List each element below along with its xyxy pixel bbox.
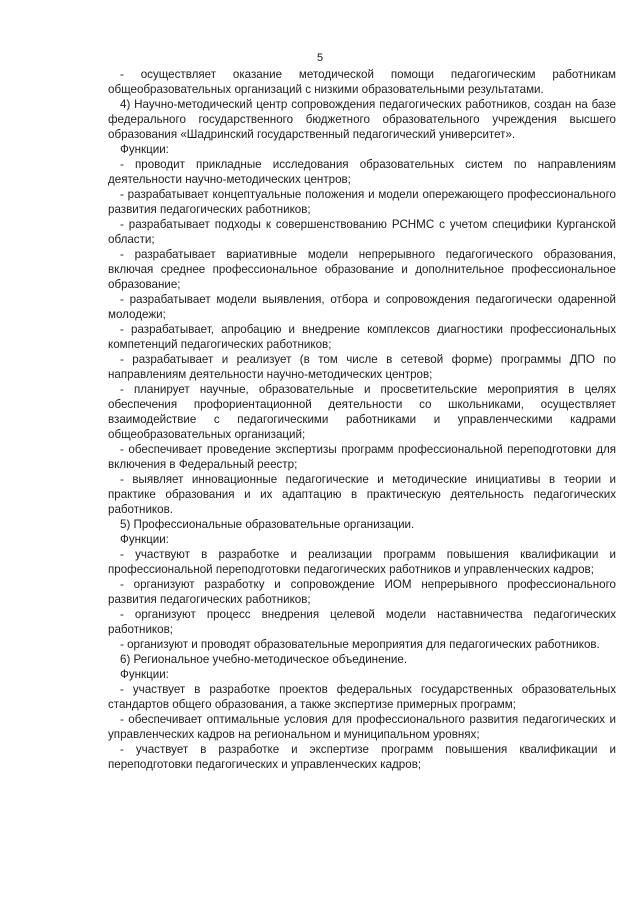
list-item: - организуют и проводят образовательные мероприятия для педагогических работников. — [120, 638, 600, 651]
list-item: - разрабатывает модели выявления, отбора и сопровождения педагогически одаренной молодежи; — [108, 293, 616, 321]
list-item: - обеспечивает проведение экспертизы программ профессиональной переподготовки для включения в Федеральный реестр; — [108, 443, 616, 471]
section-heading-5: 5) Профессиональные образовательные организации. — [120, 518, 415, 531]
list-item: - участвует в разработке и экспертизе программ повышения квалификации и переподготовки педагогических и управленческих кадров; — [108, 743, 616, 771]
document-body — [108, 67, 616, 772]
list-item: - обеспечивает оптимальные условия для профессионального развития педагогических и управленческих кадров на региональном и муниципальном уровнях; — [108, 713, 616, 741]
list-item: - разрабатывает и реализует (в том числе в сетевой форме) программы ДПО по направлениям деятельности научно-методических центров; — [108, 353, 616, 381]
paragraph-item: - осуществляет оказание методической помощи педагогическим работникам общеобразовательных организаций с низкими образовательными результатами. — [108, 68, 616, 96]
section-heading-4: 4) Научно-методический центр сопровождения педагогических работников, создан на базе федерального государственного бюджетного образовательного учреждения высшего образования «Шадринский государственный педагогический университет». — [108, 98, 616, 141]
section-heading-6: 6) Региональное учебно-методическое объединение. — [120, 653, 408, 666]
list-item: - участвуют в разработке и реализации программ повышения квалификации и профессиональной переподготовки педагогических работников и управленческих кадров; — [108, 548, 616, 576]
list-item: - выявляет инновационные педагогические и методические инициативы в теории и практике образования и их адаптацию в практическую деятельность педагогических работников. — [108, 473, 616, 516]
functions-label: Функции: — [120, 668, 169, 681]
list-item: - разрабатывает подходы к совершенствованию РСНМС с учетом специфики Курганской области; — [108, 218, 616, 246]
list-item: - планирует научные, образовательные и просветительские мероприятия в целях обеспечения профориентационной деятельности со школьниками, осуществляет взаимодействие с педагогическими работниками и управленческими кадрами общеобразовательных организаций; — [108, 383, 616, 441]
functions-label: Функции: — [120, 533, 169, 546]
list-item: - разрабатывает концептуальные положения и модели опережающего профессионального развития педагогических работников; — [108, 188, 616, 216]
functions-label: Функции: — [120, 143, 169, 156]
list-item: - организуют процесс внедрения целевой модели наставничества педагогических работников; — [108, 608, 616, 636]
list-item: - проводит прикладные исследования образовательных систем по направлениям деятельности научно-методических центров; — [108, 158, 616, 186]
list-item: - участвует в разработке проектов федеральных государственных образовательных стандартов общего образования, а также экспертизе примерных программ; — [108, 683, 616, 711]
page-number: 5 — [316, 52, 324, 64]
list-item: - разрабатывает, апробацию и внедрение комплексов диагностики профессиональных компетенций педагогических работников; — [108, 323, 616, 351]
list-item: - разрабатывает вариативные модели непрерывного педагогического образования, включая среднее профессиональное образование и дополнительное профессиональное образование; — [108, 248, 616, 291]
list-item: - организуют разработку и сопровождение ИОМ непрерывного профессионального развития педагогических работников; — [108, 578, 616, 606]
